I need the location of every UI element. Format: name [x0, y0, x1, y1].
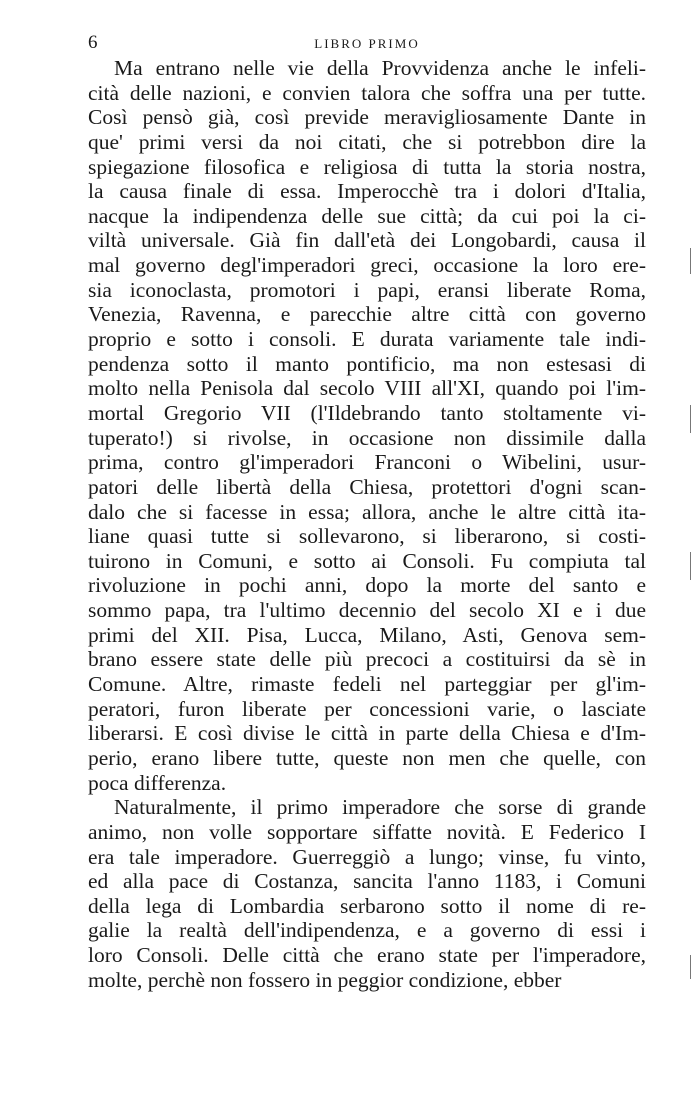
text-line: mortal Gregorio VII (l'Ildebrando tanto stoltamente vi- — [88, 400, 646, 425]
page-number: 6 — [88, 32, 98, 53]
text-line: rivoluzione in pochi anni, dopo la morte del santo e — [88, 573, 646, 598]
text-line: peratori, furon liberate per concessioni varie, o lasciate — [88, 696, 646, 721]
text-line: molte, perchè non fossero in peggior condizione, ebber — [88, 967, 562, 992]
text-line: sommo papa, tra l'ultimo decennio del secolo XI e i due — [88, 598, 646, 623]
text-line: cità delle nazioni, e convien talora che soffra una per tutte. — [88, 80, 646, 105]
text-line: proprio e sotto i consoli. E durata variamente tale indi- — [88, 327, 646, 352]
text-line: dalo che si facesse in essa; allora, anche le altre città ita- — [88, 499, 646, 524]
running-head: LIBRO PRIMO — [314, 36, 420, 51]
text-line: prima, contro gl'imperadori Franconi o Wibelini, usur- — [88, 450, 646, 475]
page-header — [88, 30, 646, 56]
text-line: tuperato!) si rivolse, in occasione non dissimile dalla — [88, 425, 646, 450]
text-line: patori delle libertà della Chiesa, protettori d'ogni scan- — [88, 474, 646, 499]
paragraph — [88, 56, 646, 795]
text-line: Ma entrano nelle vie della Provvidenza anche le infeli- — [114, 56, 646, 80]
text-line: animo, non volle sopportare siffatte novità. E Federico I — [88, 819, 646, 844]
text-line: la causa finale di essa. Imperocchè tra i dolori d'Italia, — [88, 179, 646, 204]
text-line: Comune. Altre, rimaste fedeli nel parteggiar per gl'im- — [88, 672, 646, 697]
margin-rule-mark — [690, 248, 691, 274]
text-line: poca differenza. — [88, 770, 227, 795]
text-line: molto nella Penisola dal secolo VIII all'XI, quando poi l'im- — [88, 376, 646, 401]
text-line: liberarsi. E così divise le città in parte della Chiesa e d'Im- — [88, 721, 646, 746]
text-line: viltà universale. Già fin dall'età dei Longobardi, causa il — [88, 228, 646, 253]
text-line: perio, erano libere tutte, queste non men che quelle, con — [88, 745, 646, 770]
text-line: ed alla pace di Costanza, sancita l'anno 1183, i Comuni — [88, 869, 646, 894]
margin-rule-mark — [690, 955, 691, 979]
text-line: pendenza sotto il manto pontificio, ma non estesasi di — [88, 351, 646, 376]
text-line: primi del XII. Pisa, Lucca, Milano, Asti, Genova sem- — [88, 622, 646, 647]
text-line: spiegazione filosofica e religiosa di tutta la storia nostra, — [88, 154, 646, 179]
text-line: era tale imperadore. Guerreggiò a lungo; vinse, fu vinto, — [88, 844, 646, 869]
text-line: brano essere state delle più precoci a costituirsi da sè in — [88, 647, 646, 672]
book-page — [88, 30, 646, 992]
margin-rule-mark — [690, 405, 691, 433]
text-line: Naturalmente, il primo imperadore che sorse di grande — [114, 795, 646, 820]
text-line: loro Consoli. Delle città che erano state per l'imperadore, — [88, 943, 646, 968]
text-line: tuirono in Comuni, e sotto ai Consoli. Fu compiuta tal — [88, 548, 646, 573]
paragraph — [88, 795, 646, 992]
text-line: que' primi versi da noi citati, che si potrebbon dire la — [88, 129, 646, 154]
text-line: della lega di Lombardia serbarono sotto il nome di re- — [88, 893, 646, 918]
body-text — [88, 56, 646, 992]
text-line: nacque la indipendenza delle sue città; da cui poi la ci- — [88, 203, 646, 228]
text-line: liane quasi tutte si sollevarono, si liberarono, si costi- — [88, 524, 646, 549]
text-line: mal governo degl'imperadori greci, occasione la loro ere- — [88, 253, 646, 278]
margin-rule-mark — [690, 552, 691, 580]
text-line: Venezia, Ravenna, e parecchie altre città con governo — [88, 302, 646, 327]
text-line: sia iconoclasta, promotori i papi, eransi liberate Roma, — [88, 277, 646, 302]
text-line: galie la realtà dell'indipendenza, e a governo di essi i — [88, 918, 646, 943]
text-line: Così pensò già, così previde meravigliosamente Dante in — [88, 105, 646, 130]
